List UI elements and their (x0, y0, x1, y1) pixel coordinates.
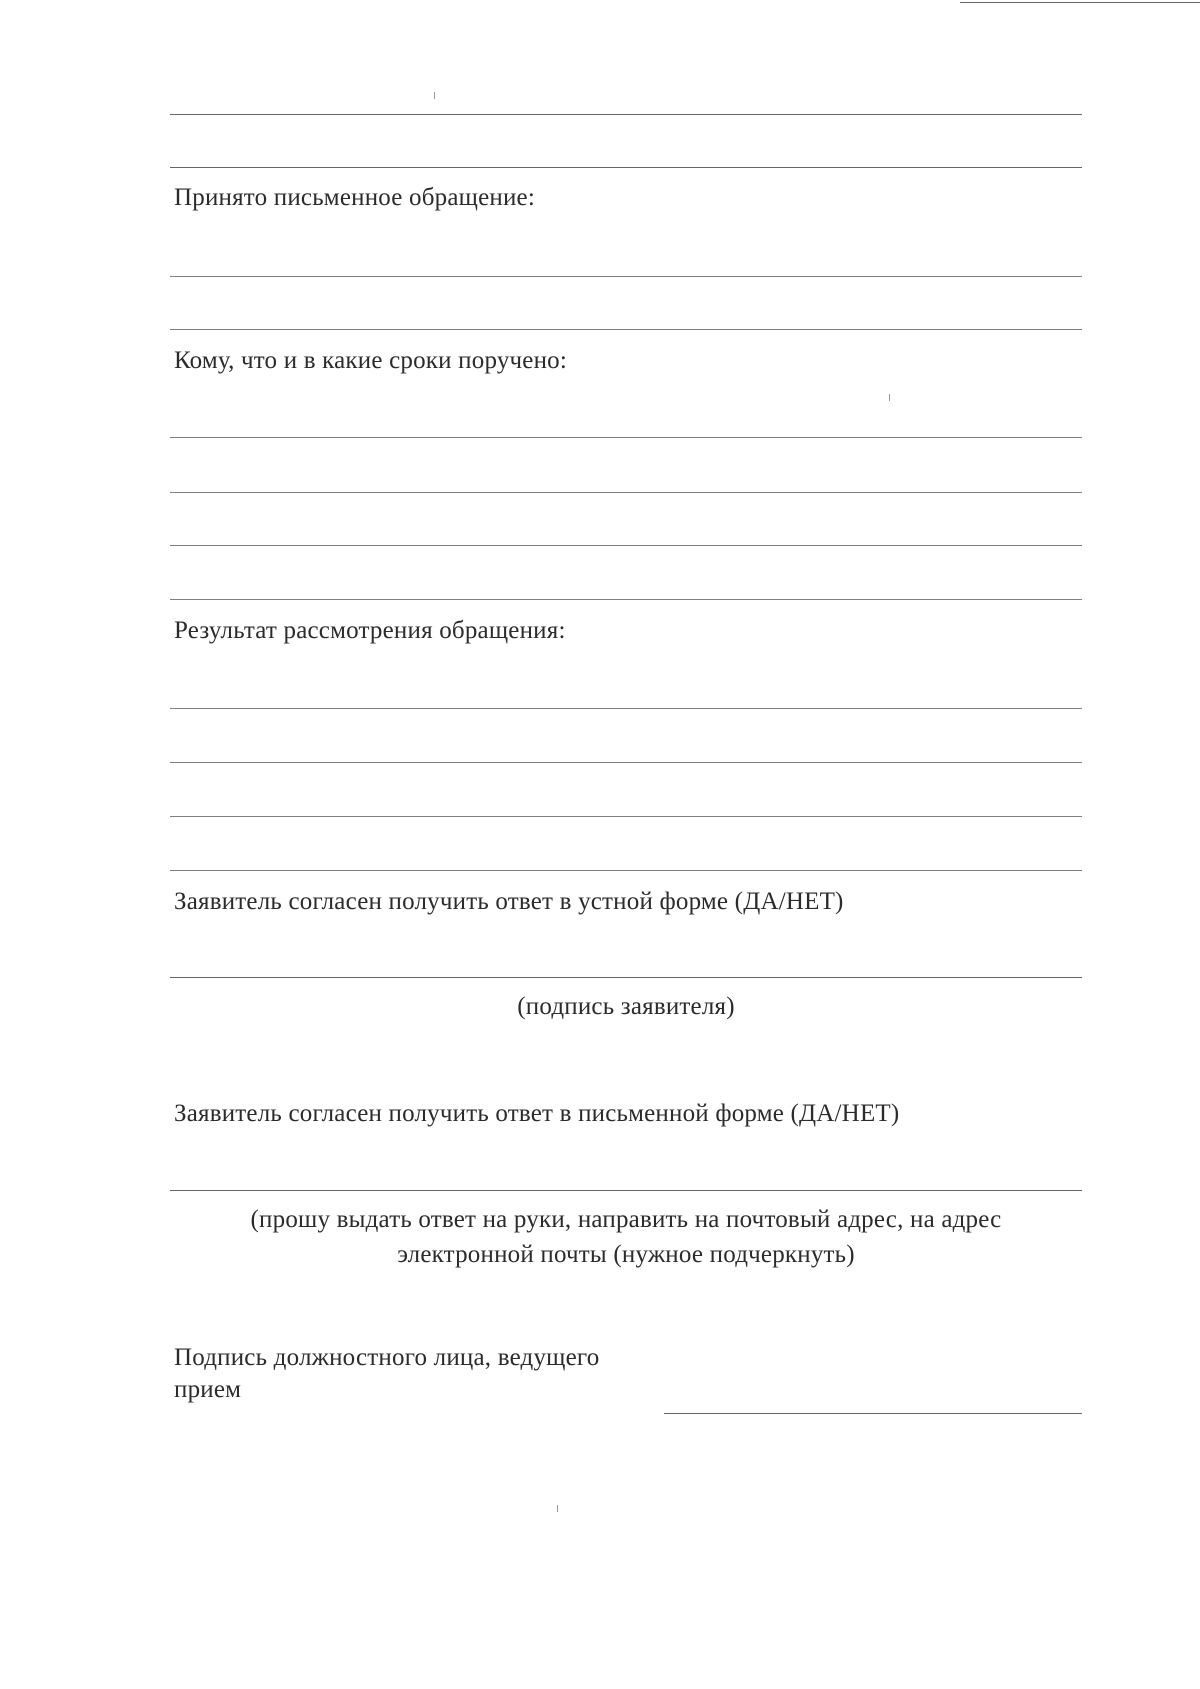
applicant-signature-line[interactable] (170, 977, 1082, 978)
scan-speck (434, 92, 435, 99)
accepted-appeal-line[interactable] (170, 329, 1082, 330)
scan-speck (889, 394, 890, 401)
blank-line[interactable] (170, 114, 1082, 115)
result-label: Результат рассмотрения обращения: (174, 617, 566, 644)
top-edge-mark (960, 2, 1200, 3)
official-signature-label-line-1: Подпись должностного лица, ведущего (174, 1344, 600, 1371)
assigned-label: Кому, что и в какие сроки поручено: (174, 347, 568, 374)
official-signature-line[interactable] (664, 1413, 1082, 1414)
assigned-line[interactable] (170, 599, 1082, 600)
scan-speck (557, 1505, 558, 1512)
official-signature-label-line-2: прием (174, 1376, 242, 1403)
assigned-line[interactable] (170, 492, 1082, 493)
delivery-method-line[interactable] (170, 1190, 1082, 1191)
result-line[interactable] (170, 708, 1082, 709)
written-consent-label: Заявитель согласен получить ответ в письменной форме (ДА/НЕТ) (174, 1100, 900, 1127)
delivery-caption-line-2: электронной почты (нужное подчеркнуть) (397, 1241, 855, 1268)
assigned-line[interactable] (170, 545, 1082, 546)
accepted-appeal-label: Принято письменное обращение: (174, 184, 536, 211)
result-line[interactable] (170, 870, 1082, 871)
result-line[interactable] (170, 816, 1082, 817)
delivery-caption-line-1: (прошу выдать ответ на руки, направить на почтовый адрес, на адрес (250, 1206, 1002, 1233)
result-line[interactable] (170, 762, 1082, 763)
accepted-appeal-line[interactable] (170, 276, 1082, 277)
assigned-line[interactable] (170, 437, 1082, 438)
blank-line[interactable] (170, 167, 1082, 168)
oral-consent-label: Заявитель согласен получить ответ в устной форме (ДА/НЕТ) (174, 888, 844, 915)
applicant-signature-caption: (подпись заявителя) (517, 993, 735, 1020)
